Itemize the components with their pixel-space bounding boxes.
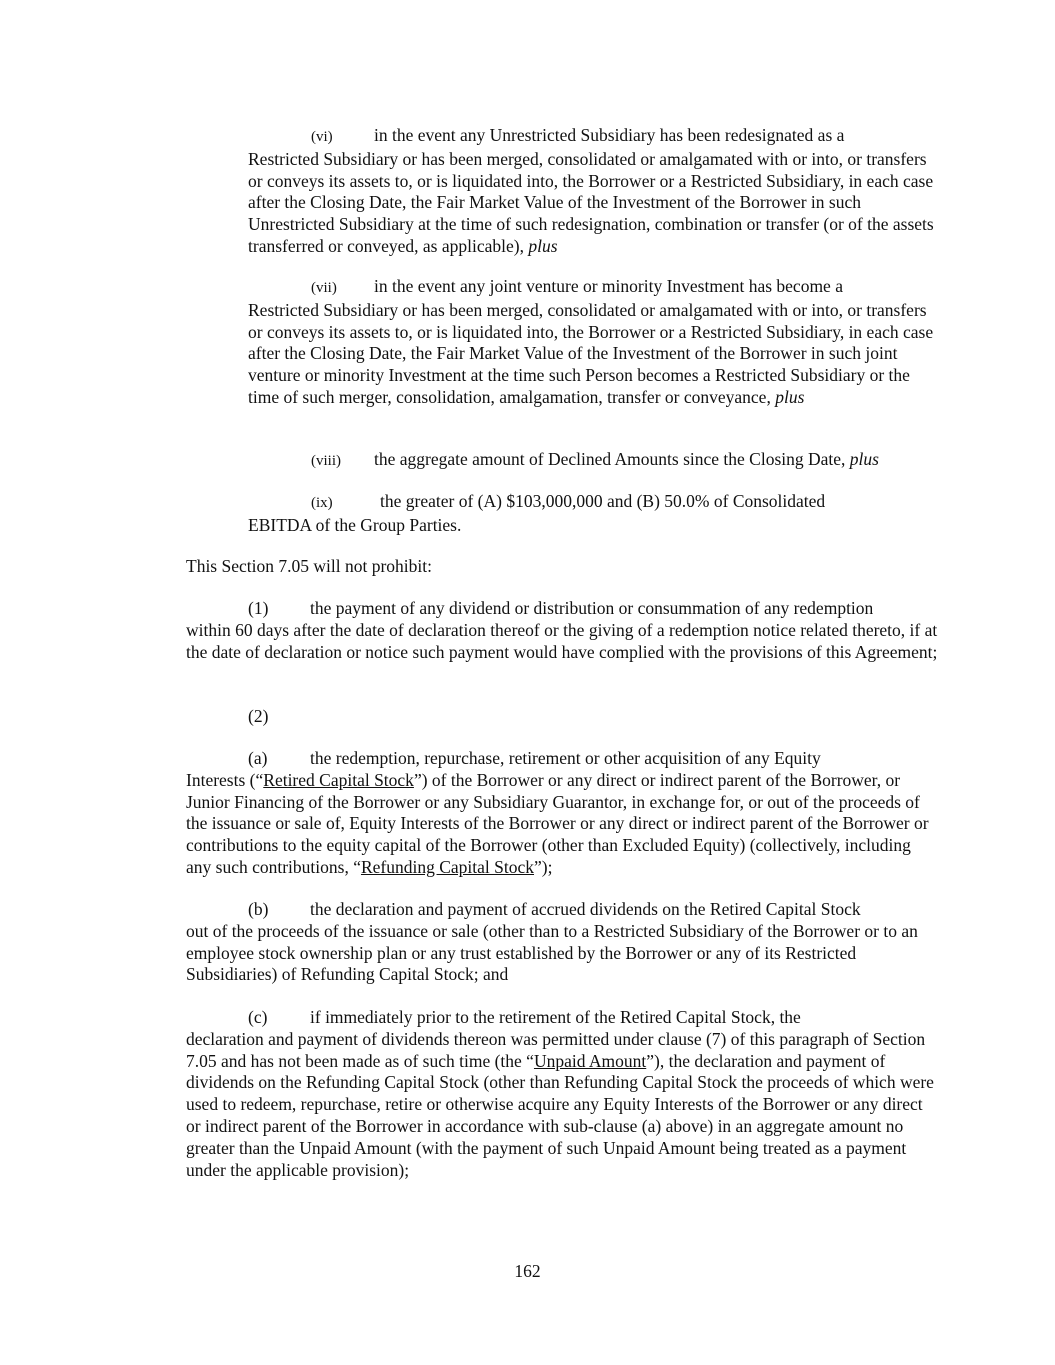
item-text: ”) of the Borrower or any direct or indirect parent of the Borrower, or Junior Financing of the Borrower or any Subsidiary Guarantor, in exchange for, or out of the proceeds of the issuance or sale of, Equity Interests of the Borrower or any direct or indirect parent of the Borrower or contributions to the equity capital of the Borrower (other than Excluded Equity) (collectively, including any such contributions, “ <box>186 769 929 877</box>
item-number: (2) <box>248 706 269 726</box>
item-letter: (b) <box>248 899 269 919</box>
item-first-line: the declaration and payment of accrued dividends on the Retired Capital Stock <box>310 899 861 919</box>
item-2 <box>186 706 938 728</box>
clause-vi <box>248 125 938 258</box>
clause-text: the aggregate amount of Declined Amounts since the Closing Date, <box>374 449 846 469</box>
item-first-line: if immediately prior to the retirement of the Retired Capital Stock, the <box>310 1007 801 1027</box>
clause-text: Restricted Subsidiary or has been merged, consolidated or amalgamated with or into, or transfers or conveys its assets to, or is liquidated into, the Borrower or a Restricted Subsidiary, in each case after the Closing Date, the Fair Market Value of the Investment of the Borrower in such Unrestricted Subsidiary at the time of such redesignation, combination or transfer (or of the assets transferred or conveyed, as applicable), <box>248 148 934 256</box>
item-first-line: the redemption, repurchase, retirement or other acquisition of any Equity <box>310 748 821 768</box>
clause-first-line: in the event any joint venture or minority Investment has become a <box>374 276 843 296</box>
section-intro: This Section 7.05 will not prohibit: <box>186 556 432 576</box>
page-number: 162 <box>514 1261 541 1281</box>
item-b <box>186 899 938 986</box>
clause-text: EBITDA of the Group Parties. <box>248 514 462 535</box>
item-text: out of the proceeds of the issuance or sale (other than to a Restricted Subsidiary of the Borrower or to an employee stock ownership plan or any trust established by the Borrower or any of its Restricted Subsidiaries) of Refunding Capital Stock; and <box>186 920 918 985</box>
item-text: within 60 days after the date of declaration thereof or the giving of a redemption notice related thereto, if at the date of declaration or notice such payment would have complied with the provisions of this Agreement; <box>186 619 938 662</box>
item-1 <box>186 598 938 663</box>
clause-number: (vii) <box>311 280 337 296</box>
clause-number: (vi) <box>311 129 333 145</box>
clause-first-line: in the event any Unrestricted Subsidiary has been redesignated as a <box>374 125 845 145</box>
defined-term-retired-capital-stock: Retired Capital Stock <box>263 769 414 790</box>
item-text: ”); <box>534 856 553 877</box>
defined-term-refunding-capital-stock: Refunding Capital Stock <box>360 856 535 877</box>
clause-number: (viii) <box>311 453 341 469</box>
clause-first-line: the greater of (A) $103,000,000 and (B) 50.0% of Consolidated <box>380 491 826 511</box>
clause-vii <box>248 276 938 409</box>
item-letter: (c) <box>248 1007 268 1027</box>
defined-term-unpaid-amount: Unpaid Amount <box>533 1050 647 1071</box>
clause-number: (ix) <box>311 495 333 511</box>
clause-viii <box>248 449 938 473</box>
item-c <box>186 1007 938 1181</box>
item-text: declaration and payment of dividends thereon was permitted under clause (7) of this paragraph of Section 7.05 and has not been made as of such time (the “ <box>186 1028 926 1071</box>
item-number: (1) <box>248 598 269 618</box>
clause-suffix: plus <box>775 386 805 407</box>
item-first-line: the payment of any dividend or distribution or consummation of any redemption <box>310 598 874 618</box>
item-text: Interests (“ <box>186 769 264 790</box>
item-text: ”), the declaration and payment of dividends on the Refunding Capital Stock (other than Refunding Capital Stock the proceeds of which were used to redeem, repurchase, retire or otherwise acquire any Equity Interests of the Borrower or any direct or indirect parent of the Borrower in accordance with sub-clause (a) above) in an aggregate amount no greater than the Unpaid Amount (with the payment of such Unpaid Amount being treated as a payment under the applicable provision); <box>186 1050 934 1180</box>
item-letter: (a) <box>248 748 268 768</box>
clause-ix <box>248 491 938 537</box>
clause-suffix: plus <box>528 235 558 256</box>
clause-text: Restricted Subsidiary or has been merged, consolidated or amalgamated with or into, or transfers or conveys its assets to, or is liquidated into, the Borrower or a Restricted Subsidiary, in each case after the Closing Date, the Fair Market Value of the Investment of the Borrower in such joint venture or minority Investment at the time such Person becomes a Restricted Subsidiary or the time of such merger, consolidation, amalgamation, transfer or conveyance, <box>248 299 934 407</box>
item-a <box>186 748 938 879</box>
clause-suffix: plus <box>849 449 879 469</box>
